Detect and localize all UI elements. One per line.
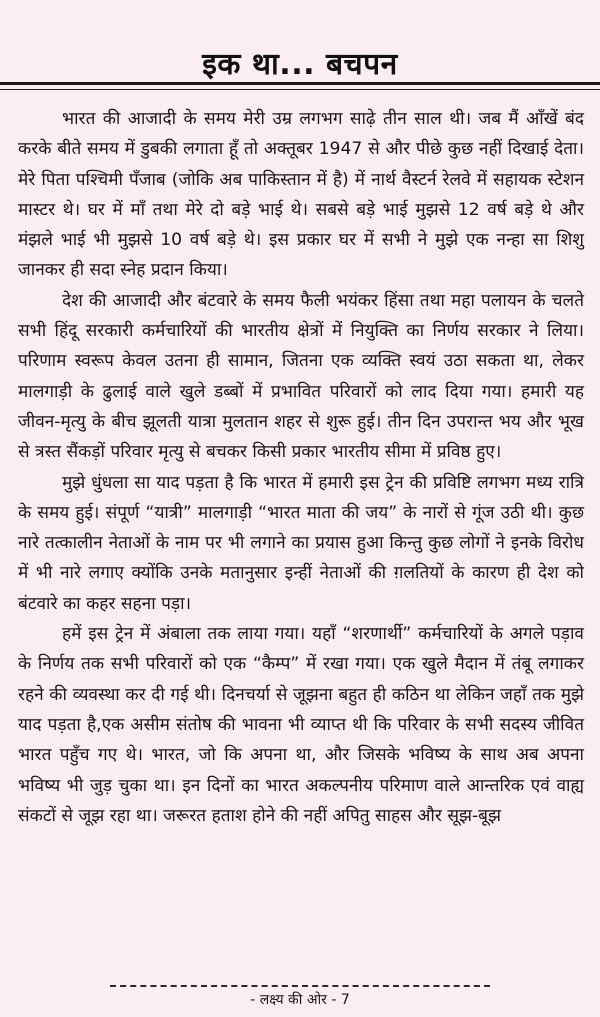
page-title: इक था... बचपन <box>202 47 398 83</box>
paragraph: हमें इस ट्रेन में अंबाला तक लाया गया। यहाँ “शरणार्थी” कर्मचारियों के अगले पड़ाव के निर्णय तक सभी परिवारों को एक “कैम्प” में रखा गया। एक खुले मैदान में तंबू लगाकर रहने की व्यवस्था कर दी गई थी। दिनचर्या से जूझना बहुत ही कठिन था लेकिन जहाँ तक मुझे याद पड़ता है,एक असीम संतोष की भावना भी व्याप्त थी कि परिवार के सभी सदस्य जीवित भारत पहुँच गए थे। भारत, जो कि अपना था, और जिसके भविष्य के साथ अब अपना भविष्य भी जुड़ चुका था। इन दिनों का भारत अकल्पनीय परिमाण वाले आन्तरिक एवं वाह्य संकटों से जूझ रहा था। जरूरत हताश होने की नहीं अपितु साहस और सूझ-बूझ <box>18 624 584 826</box>
paragraph: भारत की आजादी के समय मेरी उम्र लगभग साढ़े तीन साल थी। जब मैं आँखें बंद करके बीते समय में डुबकी लगाता हूँ तो अक्तूबर 1947 से और पीछे कुछ नहीं दिखाई देता। मेरे पिता पश्चिमी पँजाब (जोकि अब पाकिस्तान में है) में नार्थ वैस्टर्न रेलवे में सहायक स्टेशन मास्टर थे। घर में माँ तथा मेरे दो बड़े भाई थे। सबसे बड़े भाई मुझसे 12 वर्ष बड़े थे और मंझले भाई भी मुझसे 10 वर्ष बड़े थे। इस प्रकार घर में सभी ने मुझे एक नन्हा सा शिशु जानकर ही सदा स्नेह प्रदान किया। <box>18 109 584 281</box>
paragraph: मुझे धुंधला सा याद पड़ता है कि भारत में हमारी इस ट्रेन की प्रविष्टि लगभग मध्य रात्रि के समय हुई। संपूर्ण “यात्री” मालगाड़ी “भारत माता की जय” के नारों से गूंज उठी थी। कुछ नारे तत्कालीन नेताओं के नाम पर भी लगाने का प्रयास हुआ किन्तु कुछ लोगों ने इनके विरोध में भी नारे लगाए क्योंकि उनके मतानुसार इन्हीं नेताओं की ग़लतियों के कारण ही देश को बंटवारे का कहर सहना पड़ा। <box>18 472 584 614</box>
title-rule-thick <box>0 82 600 85</box>
footer-divider <box>110 985 490 987</box>
title-rule-thin <box>0 89 600 90</box>
page-footer: - लक्ष्य की ओर - 7 <box>250 992 350 1008</box>
paragraph: देश की आजादी और बंटवारे के समय फैली भयंकर हिंसा तथा महा पलायन के चलते सभी हिंदू सरकारी कर्मचारियों की भारतीय क्षेत्रों में नियुक्ति का निर्णय सरकार ने लिया। परिणाम स्वरूप केवल उतना ही सामान, जितना एक व्यक्ति स्वयं उठा सकता था, लेकर मालगाड़ी के ढुलाई वाले खुले डब्बों में प्रभावित परिवारों को लाद दिया गया। हमारी यह जीवन-मृत्यु के बीच झूलती यात्रा मुलतान शहर से शुरू हुई। तीन दिन उपरान्त भय और भूख से त्रस्त सैंकड़ों परिवार मृत्यु से बचकर किसी प्रकार भारतीय सीमा में प्रविष्ठ हुए। <box>18 290 584 463</box>
body-text <box>18 104 584 831</box>
